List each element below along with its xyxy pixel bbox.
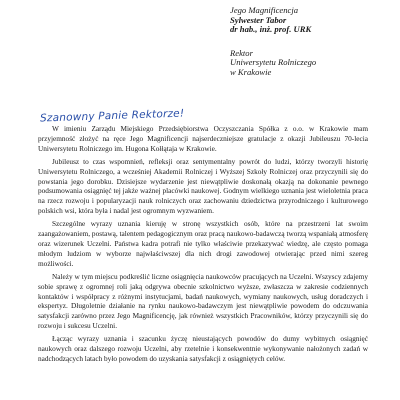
addressee-name: Sylwester Tabor — [230, 14, 287, 25]
body-paragraph: Łącząc wyrazy uznania i szacunku życzę nieustających powodów do dumy wybitnych osiągnięć naukowych oraz dalszego rozwoju Uczelni, aby rzetelnie i konsekwentnie wykonywanie nałożonych zadań w nadchodzących latach było powodem do uzyskania satysfakcji z osiągniętych celów. — [38, 334, 368, 363]
letter-body — [38, 124, 368, 367]
addressee-block — [230, 6, 395, 78]
handwritten-salutation: Szanowny Panie Rektorze! — [39, 107, 185, 125]
body-paragraph: Należy w tym miejscu podkreślić liczne osiągnięcia naukowców pracujących na Uczelni. Wszyscy zdajemy sobie sprawę z ogromnej roli jaką odgrywa obecnie szkolnictwo wyższe, zwłaszcza w zakresie codziennych kontaktów i współpracy z różnymi instytucjami, badań naukowych, wymiany naukowych, usług doradczych i ekspertyz. Długoletnie działanie na rynku naukowo-badawczym jest niewątpliwie powodem do odczuwania satysfakcji zarówno przez Jego Magnificencję, jak również wszystkich Pracowników, którzy przyczynili się do rozwoju i sukcesu Uczelni. — [38, 271, 368, 331]
addressee-title: dr hab., inż. prof. URK — [230, 24, 312, 35]
addressee-role: Rektor — [230, 47, 253, 58]
body-paragraph: W imieniu Zarządu Miejskiego Przedsiębiorstwa Oczyszczania Spółka z o.o. w Krakowie mam przyjemność złożyć na ręce Jego Magnificencji najserdeczniejsze gratulacje z okazji Jubileuszu 70-lecia Uniwersytetu Rolniczego im. Hugona Kołłątaja w Krakowie. — [38, 124, 368, 153]
addressee-honorific: Jego Magnificencja — [230, 5, 299, 15]
addressee-city: w Krakowie — [230, 66, 272, 77]
addressee-institution: Uniwersytetu Rolniczego — [230, 57, 317, 68]
body-paragraph: Szczególne wyrazy uznania kieruję w stronę wszystkich osób, które na przestrzeni lat swoim zaangażowaniem, postawą, talentem pedagogicznym oraz pracą naukowo-badawczą tworzą wspaniałą atmosferę oraz wizerunek Uczelni. Państwa kadra potrafi nie tylko właściwie przekazywać wiedzę, ale często pomaga młodym ludziom w wyborze najwłaściwszej dla nich drogi zawodowej otwierając przed nimi szereg możliwości. — [38, 219, 368, 268]
body-paragraph: Jubileusz to czas wspomnień, refleksji oraz sentymentalny powrót do ludzi, którzy tworzyli historię Uniwersytetu Rolniczego, a wcześniej Akademii Rolniczej i Wyższej Szkoły Rolniczej oraz przyczynili się do powstania jego dorobku. Dzisiejsze wydarzenie jest niewątpliwie doskonałą okazją na dokonanie pewnego podsumowania osiągnięć tej jakże ważnej placówki naukowej. Godnym wielkiego uznania jest wieloletnia praca na rzecz rozwoju i popularyzacji nauk rolniczych oraz zachowaniu dziedzictwa przyrodniczego i kulturowego polskich wsi, która była i nadal jest ogromnym wyzwaniem. — [38, 156, 368, 216]
